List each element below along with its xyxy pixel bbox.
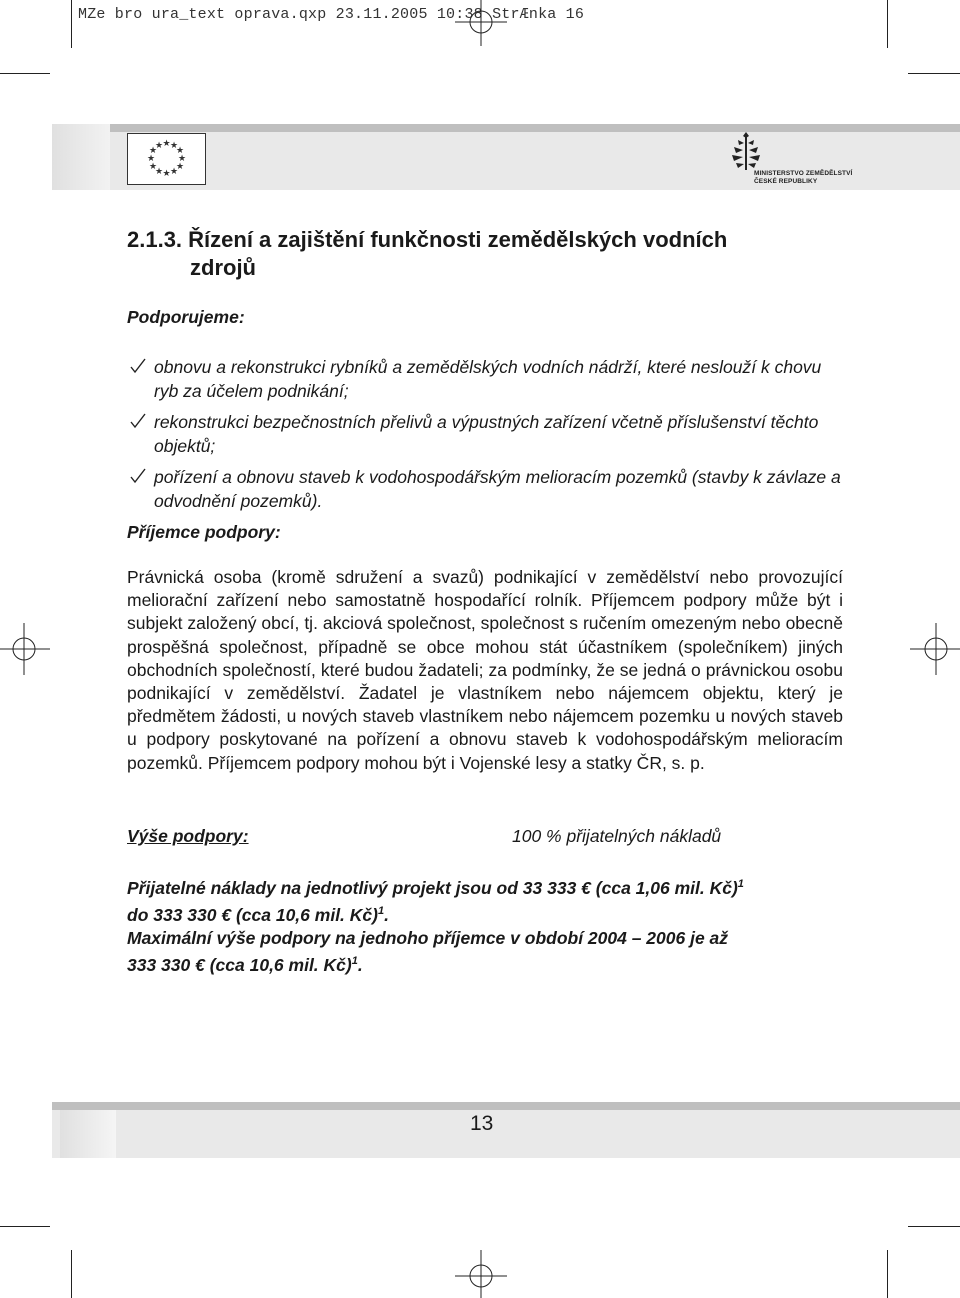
svg-text:★: ★ [162,139,171,149]
section-title-line1: 2.1.3. Řízení a zajištění funkčnosti zemědělských vodních [127,227,728,252]
svg-text:★: ★ [175,162,185,172]
ministry-name-line1: MINISTERSTVO ZEMĚDĚLSTVÍ [754,170,853,177]
limits-line2: do 333 330 € (cca 10,6 mil. Kč) [127,904,378,925]
amount-value: 100 % přijatelných nákladů [512,826,722,846]
svg-text:★: ★ [177,154,187,164]
ministry-name-line2: ČESKÉ REPUBLIKY [754,177,818,185]
footer-band [52,1102,960,1158]
limits-line1: Přijatelné náklady na jednotlivý projekt jsou od 33 333 € (cca 1,06 mil. Kč) [127,877,738,898]
tree-icon [726,130,766,172]
svg-text:★: ★ [169,141,179,151]
support-list [130,356,850,521]
svg-text:★: ★ [169,167,179,177]
recipient-heading: Příjemce podpory: [127,522,281,542]
eu-flag-icon [127,133,206,185]
amount-label: Výše podpory: [127,826,249,846]
checkmark-icon [130,413,146,429]
svg-text:★: ★ [162,169,171,179]
section-title-line2: zdrojů [190,255,256,280]
section-title [127,226,807,282]
list-item: obnovu a rekonstrukci rybníků a zemědělských vodních nádrží, které neslouží k chovu ryb za účelem podnikání; [130,356,850,403]
svg-text:★: ★ [154,141,164,151]
list-item: rekonstrukci bezpečnostních přelivů a výpustných zařízení včetně příslušenství těchto objektů; [130,411,850,458]
svg-text:★: ★ [146,154,156,164]
ministry-logo [726,130,853,188]
limits-line3: Maximální výše podpory na jednoho příjemce v období 2004 – 2006 je až [127,928,729,949]
cost-limits: Přijatelné náklady na jednotlivý projekt jsou od 33 333 € (cca 1,06 mil. Kč)$^1$ do 333 330 € (cca 10,6 mil. Kč)$^1$. Maximální výše podpory na jednoho příjemce v období 2004 – 2006 je až 333 330 € (cca 10,6 mil. Kč)$^1$. [127,877,744,976]
list-item: pořízení a obnovu staveb k vodohospodářským melioracím pozemků (stavby k závlaze a odvodnění pozemků). [130,466,850,513]
recipient-text: Právnická osoba (kromě sdružení a svazů) podnikající v zemědělství nebo provozující meliorační zařízení nebo samostatně hospodařící rolník. Příjemcem podpory může být i subjekt založený obcí, tj. akciová společnost, společnost s ručením omezeným nebo obecně prospěšná společnost, případně se obce mohou stát účastníkem (společníkem) jiných obchodních společností, které budou žadateli; za podmínky, že se jedná o právnickou osobu podnikající v zemědělství. Žadatel je vlastníkem nebo nájemcem objektu, který je předmětem žádosti, u nových staveb vlastníkem nebo nájemcem pozemku u nových staveb u podpory poskytované na pořízení a obnovu staveb k vodohospodářským melioracím pozemků. Příjemcem podpory mohou být i Vojenské lesy a statky ČR, s. p. [127,567,843,773]
svg-text:★: ★ [148,146,158,156]
checkmark-icon [130,468,146,484]
checkmark-icon [130,358,146,374]
svg-text:★: ★ [148,162,158,172]
file-slug: MZe bro ura_text oprava.qxp 23.11.2005 10:38 StrÆnka 16 [78,6,585,23]
limits-line4: 333 330 € (cca 10,6 mil. Kč) [127,955,352,976]
support-heading: Podporujeme: [127,307,245,327]
svg-text:★: ★ [154,167,164,177]
svg-text:★: ★ [175,146,185,156]
page-number: 13 [470,1112,494,1135]
